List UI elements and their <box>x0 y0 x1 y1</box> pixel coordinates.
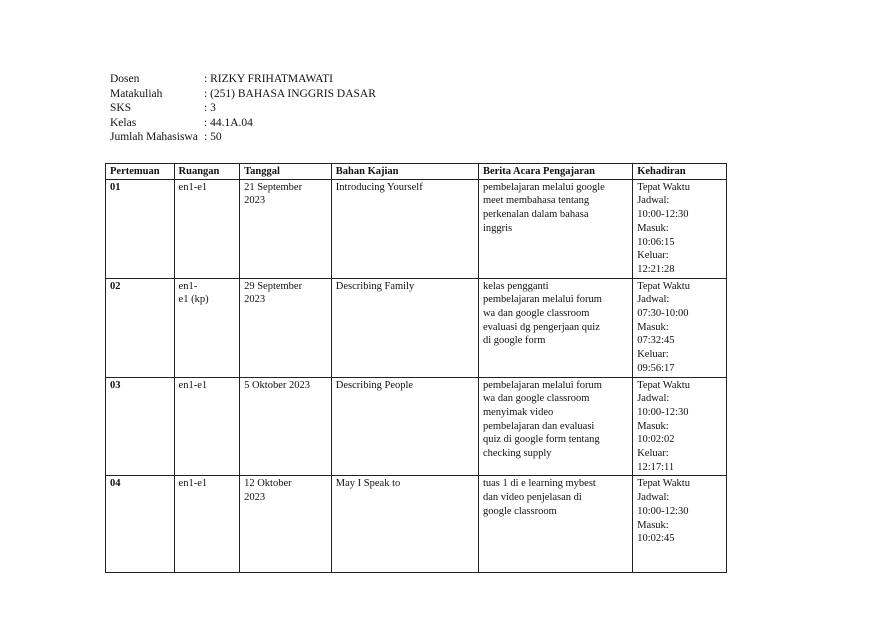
cell-kehadiran: Tepat Waktu Jadwal: 10:00-12:30 Masuk: 10:06:15 Keluar: 12:21:28 <box>633 179 727 278</box>
cell-berita-acara: pembelajaran melalui google meet membahasa tentang perkenalan dalam bahasa inggris <box>478 179 632 278</box>
kelas-value: : 44.1A.04 <box>204 116 253 129</box>
cell-berita-acara: kelas pengganti pembelajaran melalui forum wa dan google classroom evaluasi dg pengerjaan quiz di google form <box>478 278 632 377</box>
matakuliah-value: : (251) BAHASA INGGRIS DASAR <box>204 87 376 100</box>
table-row <box>106 377 727 476</box>
table-row <box>106 476 727 573</box>
cell-bahan-kajian: Describing Family <box>331 278 478 377</box>
cell-pertemuan: 02 <box>106 278 175 377</box>
cell-pertemuan: 04 <box>106 476 175 573</box>
cell-pertemuan: 03 <box>106 377 175 476</box>
header-ruangan: Ruangan <box>174 164 240 180</box>
table-header-row <box>106 164 727 180</box>
cell-tanggal: 29 September 2023 <box>240 278 332 377</box>
info-row-kelas <box>110 116 376 131</box>
cell-kehadiran: Tepat Waktu Jadwal: 10:00-12:30 Masuk: 10:02:02 Keluar: 12:17:11 <box>633 377 727 476</box>
cell-berita-acara: pembelajaran melalui forum wa dan google classroom menyimak video pembelajaran dan evaluasi quiz di google form tentang checking supply <box>478 377 632 476</box>
header-tanggal: Tanggal <box>240 164 332 180</box>
dosen-label: Dosen <box>110 73 140 85</box>
attendance-table <box>105 163 727 573</box>
table-row <box>106 278 727 377</box>
cell-tanggal: 5 Oktober 2023 <box>240 377 332 476</box>
header-kehadiran: Kehadiran <box>633 164 727 180</box>
info-row-dosen <box>110 72 376 87</box>
cell-tanggal: 12 Oktober 2023 <box>240 476 332 573</box>
sks-value: : 3 <box>204 102 216 114</box>
cell-ruangan: en1- e1 (kp) <box>174 278 240 377</box>
cell-bahan-kajian: Introducing Yourself <box>331 179 478 278</box>
sks-label: SKS <box>110 102 132 114</box>
info-row-matakuliah <box>110 87 376 102</box>
cell-ruangan: en1-e1 <box>174 179 240 278</box>
cell-ruangan: en1-e1 <box>174 476 240 573</box>
table-row <box>106 179 727 278</box>
cell-kehadiran: Tepat Waktu Jadwal: 07:30-10:00 Masuk: 07:32:45 Keluar: 09:56:17 <box>633 278 727 377</box>
info-row-jumlah <box>110 130 376 145</box>
cell-berita-acara: tuas 1 di e learning mybest dan video penjelasan di google classroom <box>478 476 632 573</box>
header-berita-acara: Berita Acara Pengajaran <box>478 164 632 180</box>
kelas-label: Kelas <box>110 116 137 129</box>
cell-bahan-kajian: Describing People <box>331 377 478 476</box>
course-info <box>110 72 376 145</box>
jumlah-label: Jumlah Mahasiswa <box>110 131 198 143</box>
dosen-value: : RIZKY FRIHATMAWATI <box>204 73 333 85</box>
matakuliah-label: Matakuliah <box>110 87 163 100</box>
header-pertemuan: Pertemuan <box>106 164 175 180</box>
cell-tanggal: 21 September 2023 <box>240 179 332 278</box>
jumlah-value: : 50 <box>204 131 222 143</box>
info-row-sks <box>110 101 376 116</box>
header-bahan-kajian: Bahan Kajian <box>331 164 478 180</box>
cell-ruangan: en1-e1 <box>174 377 240 476</box>
cell-bahan-kajian: May I Speak to <box>331 476 478 573</box>
cell-pertemuan: 01 <box>106 179 175 278</box>
cell-kehadiran: Tepat Waktu Jadwal: 10:00-12:30 Masuk: 10:02:45 <box>633 476 727 573</box>
